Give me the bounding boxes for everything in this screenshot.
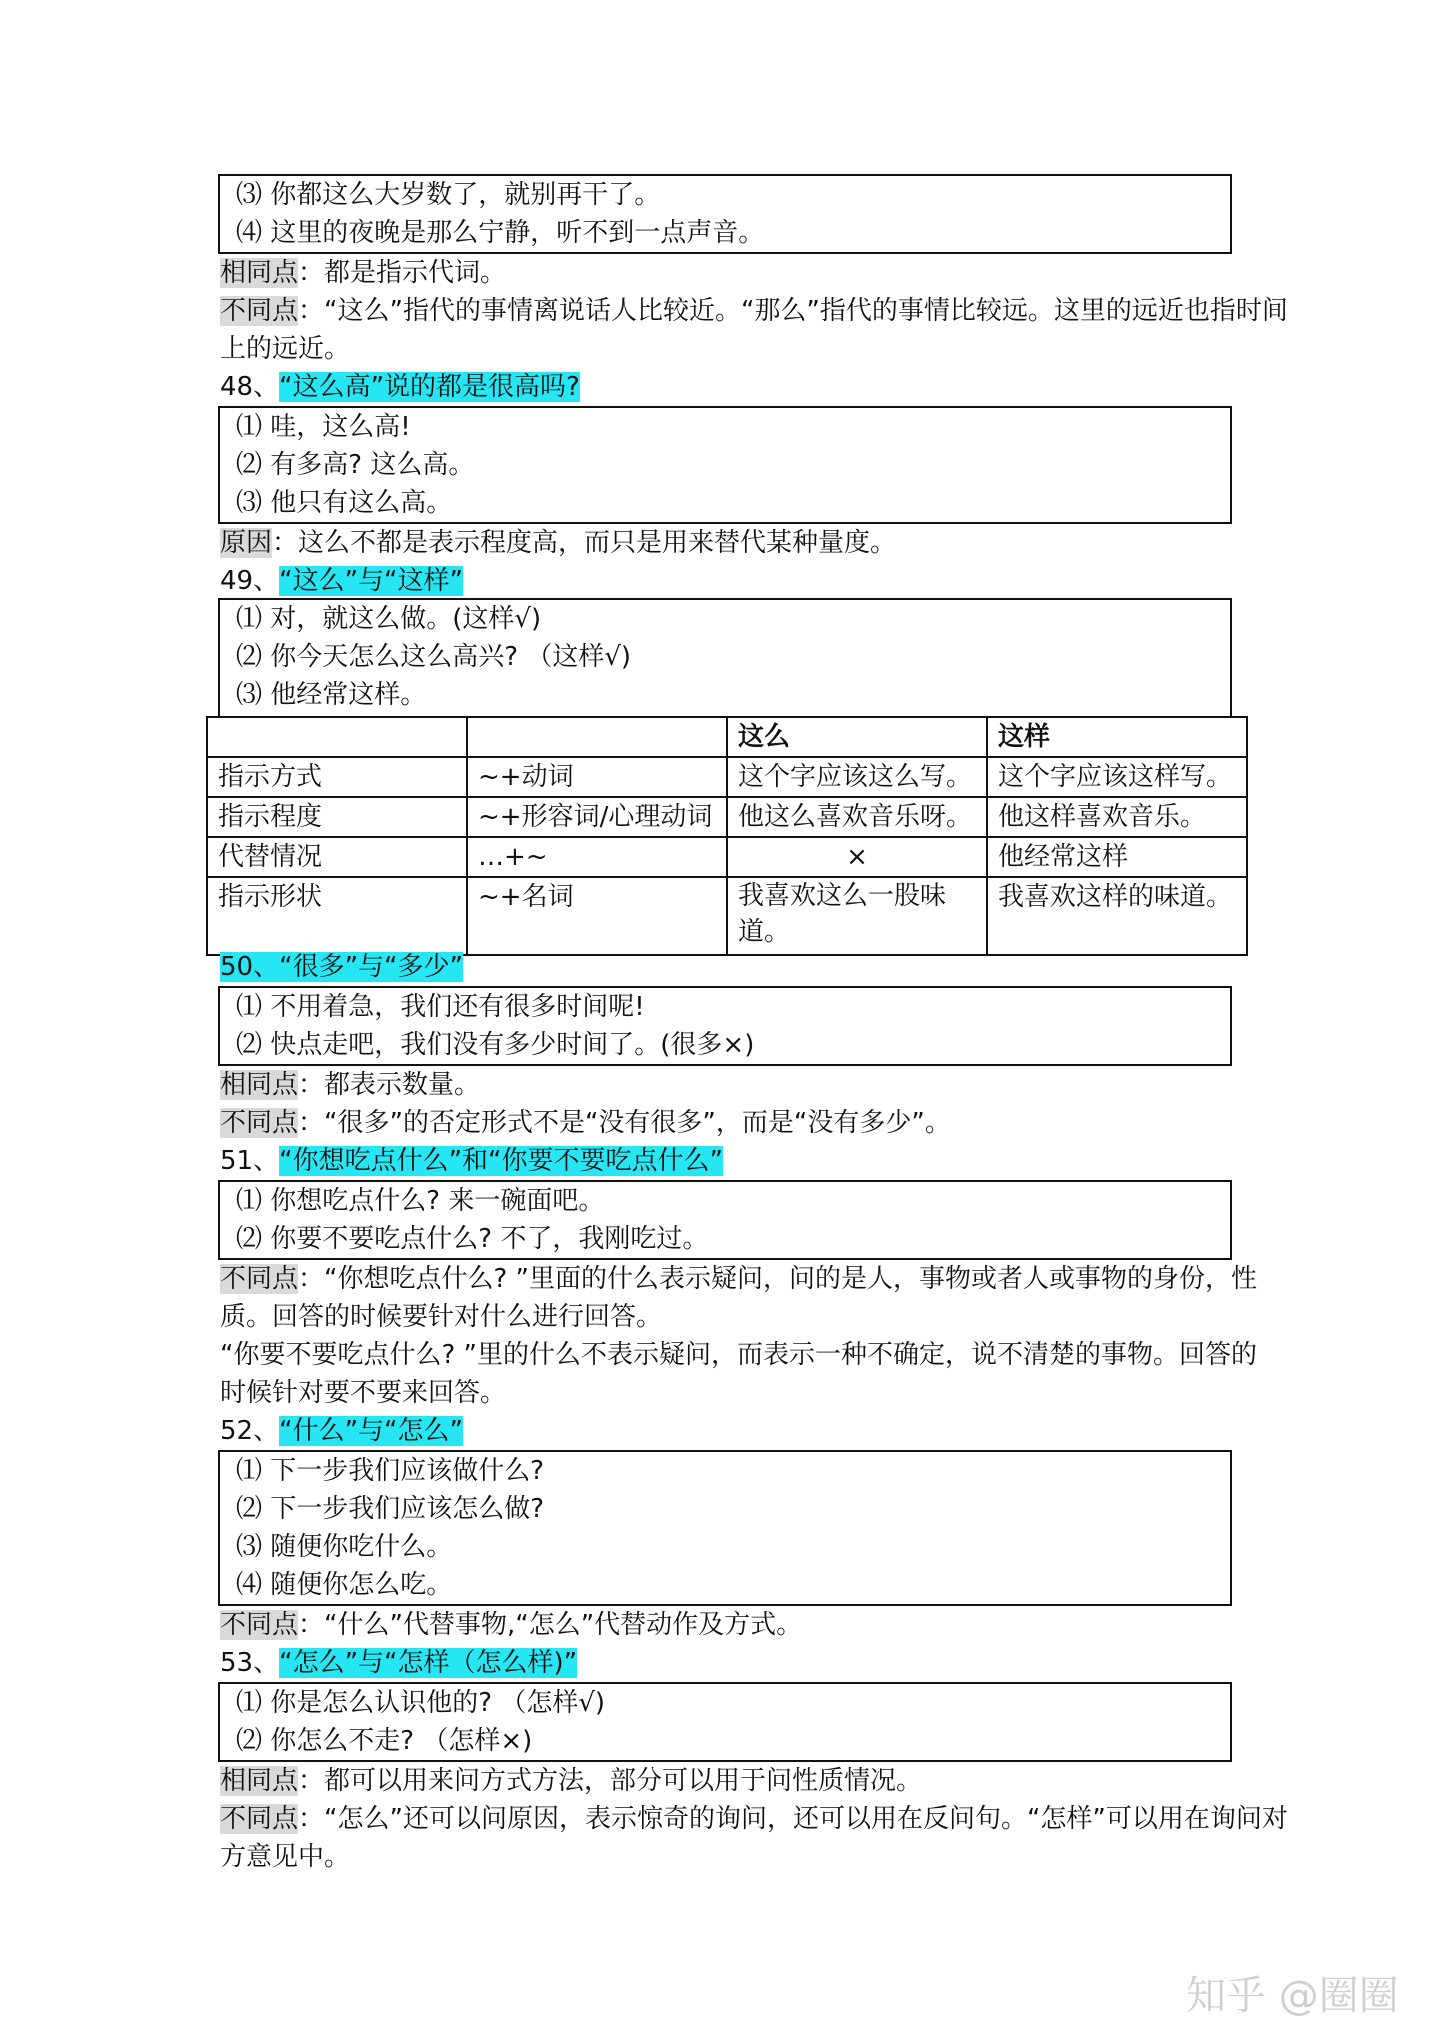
diff-point-text: ：“很多”的否定形式不是“没有很多”，而是“没有多少”。: [298, 1108, 951, 1138]
same-point-text: ：都可以用来问方式方法，部分可以用于问性质情况。: [298, 1766, 923, 1796]
same-point-tag: 相同点: [220, 258, 299, 288]
reason-48: [220, 524, 896, 562]
example-line: ⑷ 这里的夜晚是那么宁静，听不到一点声音。: [236, 218, 765, 248]
zhihu-watermark: 知乎 @圈圈: [1186, 1973, 1399, 2019]
diff-point-tag: 不同点: [220, 296, 299, 326]
diff-point-tag: 不同点: [220, 1804, 299, 1834]
example-line: ⑴ 不用着急，我们还有很多时间呢!: [236, 992, 645, 1022]
example-line: ⑶ 他经常这样。: [236, 680, 427, 710]
example-line: ⑵ 你怎么不走? （怎样×): [236, 1726, 533, 1756]
example-box-52: [218, 1450, 1232, 1606]
diff-point-50: [220, 1104, 951, 1142]
table-row: [207, 877, 1247, 955]
diff-point-tag: 不同点: [220, 1610, 299, 1640]
table-cell: …+~: [467, 837, 727, 877]
table-header-cell: [467, 717, 727, 757]
same-point-53: [220, 1762, 922, 1800]
diff-point-51-cont: 质。回答的时候要针对什么进行回答。: [220, 1302, 663, 1332]
table-cell: 指示方式: [207, 757, 467, 797]
section-title: “这么高”说的都是很高吗?: [279, 372, 580, 402]
example-line: ⑵ 快点走吧，我们没有多少时间了。(很多×): [236, 1030, 755, 1060]
same-point-tag: 相同点: [220, 1766, 299, 1796]
table-row: [207, 797, 1247, 837]
example-line: ⑶ 随便你吃什么。: [236, 1532, 453, 1562]
example-line: ⑴ 你是怎么认识他的? （怎样√): [236, 1688, 606, 1718]
example-line: ⑵ 下一步我们应该怎么做?: [236, 1494, 545, 1524]
same-point-tag: 相同点: [220, 1070, 299, 1100]
same-point-text: ：都表示数量。: [298, 1070, 481, 1100]
table-row: [207, 757, 1247, 797]
section-title: “怎么”与“怎样（怎么样)”: [279, 1648, 578, 1678]
diff-point-text: ：“你想吃点什么? ”里面的什么表示疑问，问的是人，事物或者人或事物的身份，性: [298, 1264, 1258, 1294]
example-line: ⑴ 对，就这么做。(这样√): [236, 604, 542, 634]
example-line: ⑵ 有多高? 这么高。: [236, 450, 475, 480]
diff-point-text: ：“这么”指代的事情离说话人比较近。“那么”指代的事情比较远。这里的远近也指时间: [298, 296, 1288, 326]
table-cell: 代替情况: [207, 837, 467, 877]
example-box-49: [218, 598, 1232, 718]
example-line: ⑴ 哇，这么高!: [236, 412, 411, 442]
section-50-heading: [220, 948, 463, 986]
section-number: 53、: [220, 1648, 280, 1678]
example-line: ⑶ 他只有这么高。: [236, 488, 453, 518]
table-cell: ~+名词: [467, 877, 727, 955]
section-52-heading: [220, 1412, 463, 1450]
diff-point-51-cont: “你要不要吃点什么? ”里的什么不表示疑问，而表示一种不确定，说不清楚的事物。回答的: [220, 1340, 1258, 1370]
same-point-47: [220, 254, 506, 292]
diff-point-text: ：“什么”代替事物,“怎么”代替动作及方式。: [298, 1610, 803, 1640]
example-line: ⑷ 随便你怎么吃。: [236, 1570, 453, 1600]
table-header-cell: 这样: [987, 717, 1247, 757]
section-53-heading: [220, 1644, 577, 1682]
reason-tag: 原因: [220, 528, 273, 558]
diff-point-51-cont: 时候针对要不要来回答。: [220, 1378, 507, 1408]
example-line: ⑵ 你今天怎么这么高兴? （这样√): [236, 642, 632, 672]
table-cell: 我喜欢这么一股味道。: [727, 877, 987, 955]
section-title: “这么”与“这样”: [279, 566, 463, 596]
example-box-47: [218, 174, 1232, 254]
table-header-row: [207, 717, 1247, 757]
diff-point-tag: 不同点: [220, 1108, 299, 1138]
table-cell: 这个字应该这么写。: [727, 757, 987, 797]
table-header-cell: [207, 717, 467, 757]
diff-point-47-cont: 上的远近。: [220, 334, 351, 364]
section-number: 48、: [220, 372, 280, 402]
diff-point-51: [220, 1260, 1257, 1298]
example-box-48: [218, 406, 1232, 524]
table-cell: ×: [727, 837, 987, 877]
diff-point-tag: 不同点: [220, 1264, 299, 1294]
table-cell: 他这样喜欢音乐。: [987, 797, 1247, 837]
section-number: 52、: [220, 1416, 280, 1446]
section-51-heading: [220, 1142, 723, 1180]
section-number: 51、: [220, 1146, 280, 1176]
example-line: ⑶ 你都这么大岁数了，就别再干了。: [236, 180, 661, 210]
comparison-table: [206, 716, 1248, 956]
same-point-50: [220, 1066, 480, 1104]
diff-point-53-cont: 方意见中。: [220, 1842, 351, 1872]
table-cell: 指示形状: [207, 877, 467, 955]
section-number: 49、: [220, 566, 280, 596]
example-line: ⑴ 你想吃点什么? 来一碗面吧。: [236, 1186, 605, 1216]
table-cell: 我喜欢这样的味道。: [987, 877, 1247, 955]
diff-point-53: [220, 1800, 1288, 1838]
section-48-heading: [220, 368, 580, 406]
example-line: ⑵ 你要不要吃点什么? 不了，我刚吃过。: [236, 1224, 709, 1254]
table-cell: ~+动词: [467, 757, 727, 797]
table-cell: ~+形容词/心理动词: [467, 797, 727, 837]
diff-point-52: [220, 1606, 802, 1644]
section-title: “很多”与“多少”: [279, 952, 463, 982]
table-header-cell: 这么: [727, 717, 987, 757]
table-cell: 这个字应该这样写。: [987, 757, 1247, 797]
section-49-heading: [220, 562, 463, 600]
example-box-53: [218, 1682, 1232, 1762]
diff-point-text: ：“怎么”还可以问原因，表示惊奇的询问，还可以用在反问句。“怎样”可以用在询问对: [298, 1804, 1288, 1834]
example-box-51: [218, 1180, 1232, 1260]
example-box-50: [218, 986, 1232, 1066]
section-title: “什么”与“怎么”: [279, 1416, 463, 1446]
same-point-text: ：都是指示代词。: [298, 258, 507, 288]
diff-point-47: [220, 292, 1288, 330]
section-title: “你想吃点什么”和“你要不要吃点什么”: [279, 1146, 723, 1176]
table-cell: 他这么喜欢音乐呀。: [727, 797, 987, 837]
table-row: [207, 837, 1247, 877]
table-cell: 指示程度: [207, 797, 467, 837]
example-line: ⑴ 下一步我们应该做什么?: [236, 1456, 545, 1486]
section-number: 50、: [220, 952, 280, 982]
table-cell: 他经常这样: [987, 837, 1247, 877]
reason-text: ：这么不都是表示程度高，而只是用来替代某种量度。: [272, 528, 897, 558]
